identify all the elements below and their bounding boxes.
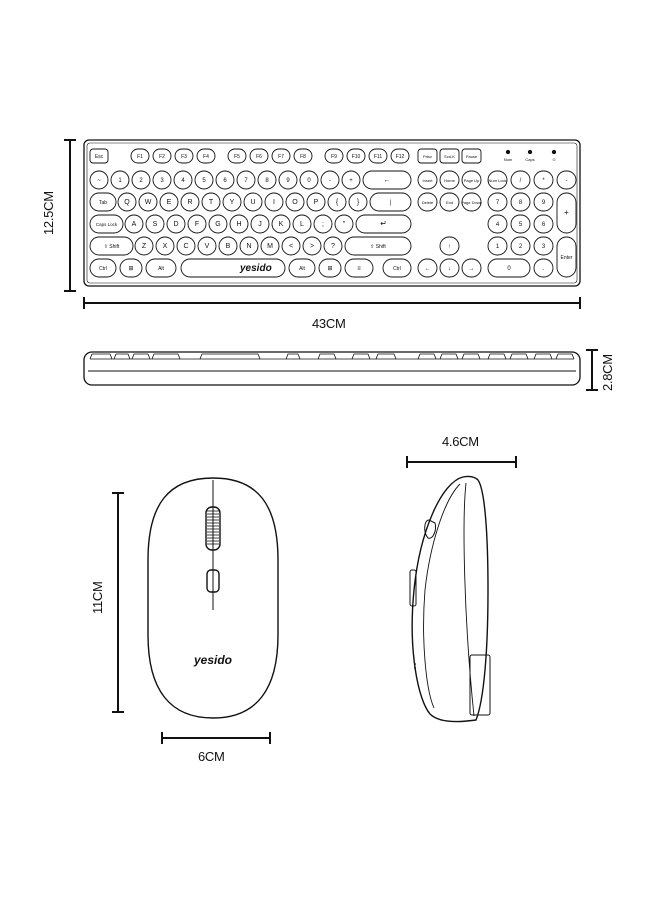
key-scrlk-label: ScrLK — [444, 154, 455, 159]
key-arrow-down — [440, 259, 459, 277]
key-letter-label: J — [258, 221, 262, 228]
key-arrow-right — [462, 259, 481, 277]
mouse-width-label: 6CM — [198, 749, 225, 764]
side-keycap — [152, 354, 180, 359]
key-letter — [261, 237, 279, 255]
key-left-alt-label: Alt — [158, 266, 164, 272]
side-keycap — [132, 354, 150, 359]
key-f5 — [228, 149, 246, 163]
key-end — [440, 193, 459, 211]
key-letter — [265, 193, 283, 211]
side-keycap — [200, 354, 260, 359]
key-arrow-left — [418, 259, 437, 277]
key-letter-label: < — [288, 243, 294, 250]
key-letter-label: H — [236, 221, 242, 228]
key-right-shift — [345, 237, 411, 255]
key-letter-label: G — [215, 221, 221, 228]
key-numpad-6-label: 6 — [541, 222, 546, 228]
keyboard-height-dimension — [64, 140, 76, 291]
key-num-row-label: 1 — [118, 178, 122, 184]
keyboard-depth-label: 2.8CM — [600, 354, 615, 391]
key-letter — [230, 215, 248, 233]
key-right-shift-label: ⇧ Shift — [370, 244, 386, 250]
key-numpad-enter-label: Enter — [560, 255, 573, 261]
key-pause — [462, 149, 481, 163]
key-numpad-4 — [488, 215, 507, 233]
key-letter — [177, 237, 195, 255]
key-letter-label: B — [225, 243, 231, 250]
side-keycap — [462, 354, 480, 359]
side-keycap — [376, 354, 396, 359]
side-keycap — [352, 354, 370, 359]
key-letter — [167, 215, 185, 233]
key-letter-label: W — [144, 199, 152, 206]
key-numpad-3-label: 3 — [541, 244, 546, 250]
key-letter — [156, 237, 174, 255]
key-f12 — [391, 149, 409, 163]
key-f2-label: F2 — [159, 154, 165, 160]
key-letter — [293, 215, 311, 233]
key-num-row-label: ~ — [97, 178, 101, 184]
key-num-row — [195, 171, 213, 189]
key-f2 — [153, 149, 171, 163]
key-num-row-label: 7 — [244, 178, 248, 184]
key-f5-label: F5 — [234, 154, 240, 160]
key-windows-right — [319, 259, 341, 277]
key-arrow-left-label: ← — [424, 266, 431, 272]
key-letter — [251, 215, 269, 233]
key-esc — [90, 149, 108, 163]
key-numpad-4-label: 4 — [495, 222, 500, 228]
key-letter — [198, 237, 216, 255]
key-letter-label: T — [208, 199, 214, 206]
mouse-height-dimension — [407, 456, 516, 468]
key-numpad-0-label: 0 — [507, 266, 511, 272]
key-home — [440, 171, 459, 189]
key-letter — [181, 193, 199, 211]
key-esc-label: Esc — [94, 154, 104, 160]
key-delete-label: Delete — [421, 200, 434, 205]
key-f8 — [294, 149, 312, 163]
key-f10-label: F10 — [351, 154, 361, 160]
key-letter-label: L — [300, 221, 304, 228]
key-tab — [90, 193, 116, 211]
keyboard-width-dimension — [84, 297, 580, 309]
key-f1 — [131, 149, 149, 163]
key-numpad-9 — [534, 193, 553, 211]
key-tab-label: Tab — [98, 200, 108, 206]
key-num-row-label: 6 — [223, 178, 227, 184]
key-left-shift — [90, 237, 133, 255]
keyboard-keys — [90, 149, 576, 277]
key-prtsc-label: Prtsc — [422, 154, 433, 159]
key-numpad-2 — [511, 237, 530, 255]
key-letter — [125, 215, 143, 233]
key-num-row-label: 4 — [181, 178, 185, 184]
key-letter-label: D — [173, 221, 179, 228]
key-page-down — [461, 193, 482, 211]
mouse-width-dimension — [162, 732, 270, 744]
keyboard-top-view — [84, 140, 580, 286]
key-letter-label: ? — [331, 243, 335, 250]
key-letter — [335, 215, 353, 233]
key-letter — [118, 193, 136, 211]
side-keycap — [114, 354, 130, 359]
key-letter-label: N — [246, 243, 252, 250]
mouse-top-view — [148, 478, 278, 718]
key-letter — [223, 193, 241, 211]
key-num-row-label: 3 — [160, 178, 164, 184]
key-letter — [324, 237, 342, 255]
key-numpad-6 — [534, 215, 553, 233]
key-letter — [286, 193, 304, 211]
indicator-light — [529, 151, 532, 154]
key-right-ctrl-label: Ctrl — [393, 266, 401, 272]
key-numpad-minus-label: - — [565, 178, 568, 184]
key-numpad-divide — [511, 171, 530, 189]
key-f7 — [272, 149, 290, 163]
key-scrlk — [440, 149, 459, 163]
key-arrow-up — [440, 237, 459, 255]
key-num-row-label: + — [349, 178, 353, 184]
key-backslash — [370, 193, 411, 211]
key-page-down-label: Page Down — [461, 200, 482, 205]
keyboard-depth-dimension — [586, 350, 598, 390]
key-f11-label: F11 — [373, 154, 383, 160]
key-num-lock-label: Num Lock — [488, 178, 507, 183]
keyboard-height-label: 12.5CM — [41, 191, 56, 235]
key-left-ctrl — [90, 259, 116, 277]
key-right-alt — [289, 259, 315, 277]
key-letter-label: I — [273, 199, 275, 206]
mouse-height-label: 4.6CM — [442, 434, 479, 449]
key-letter — [135, 237, 153, 255]
key-caps-lock-label: Caps Lock — [95, 222, 118, 227]
key-num-row — [237, 171, 255, 189]
key-arrow-up-label: ↑ — [448, 244, 451, 250]
key-letter-label: S — [152, 221, 158, 228]
keyboard-side-keycaps — [90, 354, 574, 359]
key-letter — [244, 193, 262, 211]
indicator-light — [553, 151, 556, 154]
key-backslash-label: | — [389, 200, 392, 206]
key-numpad-plus — [557, 193, 576, 233]
key-letter-label: V — [204, 243, 210, 250]
key-letter-label: X — [162, 243, 168, 250]
key-numpad-1-label: 1 — [495, 244, 500, 250]
key-letter — [202, 193, 220, 211]
key-numpad-decimal — [534, 259, 553, 277]
mouse-side-view — [410, 476, 490, 721]
key-letter-label: } — [356, 199, 360, 206]
key-windows — [120, 259, 142, 277]
key-num-row — [153, 171, 171, 189]
key-letter-label: P — [313, 199, 319, 206]
key-insert — [418, 171, 437, 189]
key-f6 — [250, 149, 268, 163]
key-delete — [418, 193, 437, 211]
key-f11 — [369, 149, 387, 163]
key-num-row — [321, 171, 339, 189]
key-letter — [139, 193, 157, 211]
key-f4-label: F4 — [203, 154, 209, 160]
keyboard-side-view — [84, 352, 580, 385]
key-f10 — [347, 149, 365, 163]
key-num-row — [258, 171, 276, 189]
key-num-row-label: 8 — [265, 178, 269, 184]
key-caps-lock — [90, 215, 123, 233]
key-f1-label: F1 — [137, 154, 143, 160]
key-letter-label: ; — [322, 221, 324, 228]
key-f7-label: F7 — [278, 154, 284, 160]
key-num-row-label: - — [329, 178, 331, 184]
key-letter-label: C — [183, 243, 189, 250]
side-keycap — [440, 354, 458, 359]
key-end-label: End — [445, 200, 454, 205]
key-num-row — [132, 171, 150, 189]
indicator-label: ⊙ — [552, 157, 556, 162]
key-letter-label: { — [335, 199, 339, 206]
keyboard-inner-outline — [87, 143, 577, 283]
key-numpad-3 — [534, 237, 553, 255]
side-keycap — [556, 354, 574, 359]
key-left-alt — [146, 259, 176, 277]
key-f9 — [325, 149, 343, 163]
key-f12-label: F12 — [395, 154, 405, 160]
key-letter-label: K — [278, 221, 284, 228]
key-right-ctrl — [383, 259, 411, 277]
key-numpad-enter — [557, 237, 576, 277]
key-letter-label: A — [131, 221, 137, 228]
key-numpad-minus — [557, 171, 576, 189]
key-numpad-7 — [488, 193, 507, 211]
key-insert-label: Insert — [422, 178, 433, 183]
key-numpad-7-label: 7 — [495, 200, 500, 206]
key-numpad-divide-label: / — [519, 178, 522, 184]
mouse-length-dimension — [112, 493, 124, 712]
key-menu — [345, 259, 373, 277]
key-f8-label: F8 — [300, 154, 306, 160]
key-letter-label: F — [194, 221, 200, 228]
key-f4 — [197, 149, 215, 163]
key-letter — [160, 193, 178, 211]
key-letter-label: R — [187, 199, 193, 206]
key-num-row — [216, 171, 234, 189]
side-keycap — [90, 354, 112, 359]
key-numpad-1 — [488, 237, 507, 255]
indicator-label: Num — [503, 157, 513, 162]
side-keycap — [488, 354, 506, 359]
key-page-up-label: Page Up — [463, 178, 480, 183]
key-pause-label: Pause — [465, 154, 478, 159]
key-letter — [209, 215, 227, 233]
key-letter — [349, 193, 367, 211]
keyboard-brand-logo: yesido — [240, 263, 272, 274]
key-letter-label: M — [267, 243, 273, 250]
key-letter-label: Y — [229, 199, 235, 206]
key-left-ctrl-label: Ctrl — [99, 266, 107, 272]
indicator-light — [507, 151, 510, 154]
key-letter-label: O — [292, 199, 298, 206]
key-num-row-label: 2 — [139, 178, 143, 184]
key-num-row-label: 0 — [307, 178, 311, 184]
key-letter-label: Z — [141, 243, 147, 250]
key-numpad-2-label: 2 — [518, 244, 523, 250]
key-numpad-5 — [511, 215, 530, 233]
mouse-side-outline — [412, 476, 488, 721]
key-home-label: Home — [444, 178, 455, 183]
key-windows-right-label: ⊞ — [327, 266, 333, 272]
key-letter-label: " — [342, 221, 346, 228]
key-num-row-label: 5 — [202, 178, 206, 184]
key-numpad-multiply-label: * — [542, 178, 545, 184]
key-num-lock — [488, 171, 507, 189]
key-prtsc — [418, 149, 437, 163]
mouse-brand-logo: yesido — [193, 653, 233, 667]
key-f3-label: F3 — [181, 154, 187, 160]
key-backspace-label: ← — [383, 177, 391, 184]
side-keycap — [318, 354, 336, 359]
key-letter — [240, 237, 258, 255]
key-letter — [146, 215, 164, 233]
key-letter — [272, 215, 290, 233]
key-num-row — [111, 171, 129, 189]
key-letter — [282, 237, 300, 255]
key-enter-label: ↵ — [380, 219, 387, 228]
key-numpad-0 — [488, 259, 530, 277]
key-arrow-right-label: → — [468, 266, 475, 272]
key-backspace — [363, 171, 411, 189]
key-numpad-plus-label: + — [564, 208, 569, 217]
key-letter-label: E — [166, 199, 172, 206]
key-page-up — [462, 171, 481, 189]
key-num-row — [174, 171, 192, 189]
key-num-row — [90, 171, 108, 189]
key-numpad-8-label: 8 — [518, 200, 523, 206]
key-right-alt-label: Alt — [299, 266, 305, 272]
key-letter-label: > — [309, 243, 315, 250]
key-f3 — [175, 149, 193, 163]
key-f6-label: F6 — [256, 154, 262, 160]
side-keycap — [286, 354, 300, 359]
key-letter — [307, 193, 325, 211]
keyboard-width-label: 43CM — [312, 316, 346, 331]
key-letter-label: Q — [124, 199, 130, 206]
side-keycap — [534, 354, 552, 359]
key-letter — [314, 215, 332, 233]
key-numpad-5-label: 5 — [518, 222, 523, 228]
key-letter — [219, 237, 237, 255]
key-numpad-8 — [511, 193, 530, 211]
key-letter — [328, 193, 346, 211]
key-num-row — [342, 171, 360, 189]
key-numpad-9-label: 9 — [541, 200, 546, 206]
key-num-row — [300, 171, 318, 189]
indicator-label: Caps — [525, 157, 535, 162]
key-f9-label: F9 — [331, 154, 337, 160]
key-num-row-label: 9 — [286, 178, 290, 184]
key-left-shift-label: ⇧ Shift — [103, 244, 120, 250]
key-numpad-multiply — [534, 171, 553, 189]
side-keycap — [510, 354, 528, 359]
key-arrow-down-label: ↓ — [448, 266, 451, 272]
key-enter — [356, 215, 411, 233]
key-windows-label: ⊞ — [128, 266, 134, 272]
key-letter — [188, 215, 206, 233]
key-num-row — [279, 171, 297, 189]
key-menu-label: ≡ — [357, 266, 361, 272]
side-keycap — [418, 354, 436, 359]
key-numpad-decimal-label: . — [542, 266, 545, 272]
key-letter-label: U — [250, 199, 256, 206]
mouse-length-label: 11CM — [90, 581, 105, 614]
key-letter — [303, 237, 321, 255]
